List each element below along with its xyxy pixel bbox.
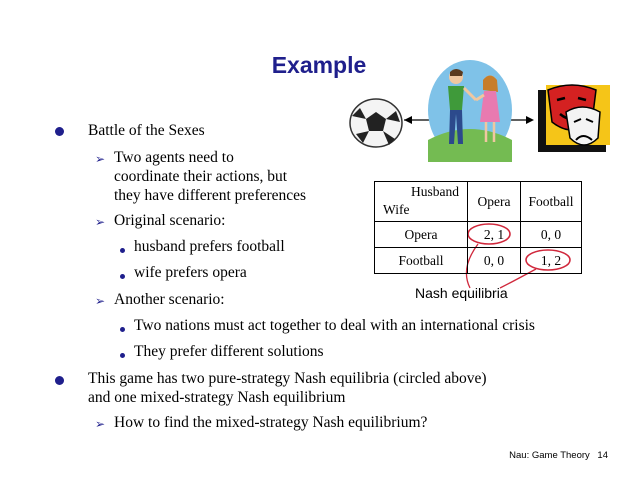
bullet-dot — [55, 127, 64, 136]
payoff-cell: 0, 0 — [521, 222, 582, 248]
page-number: 14 — [597, 450, 608, 461]
sub-item-text: They prefer different solutions — [134, 343, 324, 360]
sub-text: they have different preferences — [114, 187, 307, 204]
slide-footer — [509, 450, 608, 461]
slide-title: Example — [271, 52, 367, 78]
sub-text: Two agents need to — [114, 149, 234, 166]
sub-text: Another scenario: — [114, 291, 225, 308]
col-header-cell: Football — [521, 182, 582, 222]
bullet-text: This game has two pure-strategy Nash equilibria (circled above) — [88, 370, 487, 387]
bullet-dot — [120, 327, 125, 332]
bullet-dot — [120, 353, 125, 358]
bullet-dot — [120, 274, 125, 279]
payoff-table — [374, 181, 582, 274]
payoff-cell: 2, 1 — [468, 222, 521, 248]
arrow-bullet-icon: ➢ — [95, 294, 106, 308]
row-header-cell: Opera — [375, 222, 468, 248]
bullet-text: and one mixed-strategy Nash equilibrium — [88, 389, 346, 406]
footer-author: Nau: Game Theory — [509, 450, 590, 461]
sub-text: Original scenario: — [114, 212, 226, 229]
table-corner-cell — [375, 182, 468, 222]
col-header-cell: Opera — [468, 182, 521, 222]
col-player-label: Husband — [411, 184, 459, 199]
soccer-ball-icon — [350, 99, 402, 147]
bullet-dot — [55, 376, 64, 385]
arrow-bullet-icon: ➢ — [95, 215, 106, 229]
sub-item-text: Two nations must act together to deal with an international crisis — [134, 317, 535, 334]
sub-text: How to find the mixed-strategy Nash equilibrium? — [114, 414, 428, 431]
nash-equilibria-label: Nash equilibria — [415, 285, 508, 301]
arrow-bullet-icon: ➢ — [95, 152, 106, 166]
bullet-text: Battle of the Sexes — [88, 122, 205, 139]
row-header-cell: Football — [375, 248, 468, 274]
arrow-bullet-icon: ➢ — [95, 417, 106, 431]
row-player-label: Wife — [383, 202, 410, 217]
arrow-left-icon — [404, 116, 432, 124]
sub-text: coordinate their actions, but — [114, 168, 288, 185]
payoff-cell: 1, 2 — [521, 248, 582, 274]
bullet-dot — [120, 248, 125, 253]
sub-item-text: wife prefers opera — [134, 264, 247, 281]
payoff-cell: 0, 0 — [468, 248, 521, 274]
arrow-right-icon — [508, 116, 534, 124]
sub-item-text: husband prefers football — [134, 238, 285, 255]
theatre-masks-icon — [538, 85, 610, 152]
